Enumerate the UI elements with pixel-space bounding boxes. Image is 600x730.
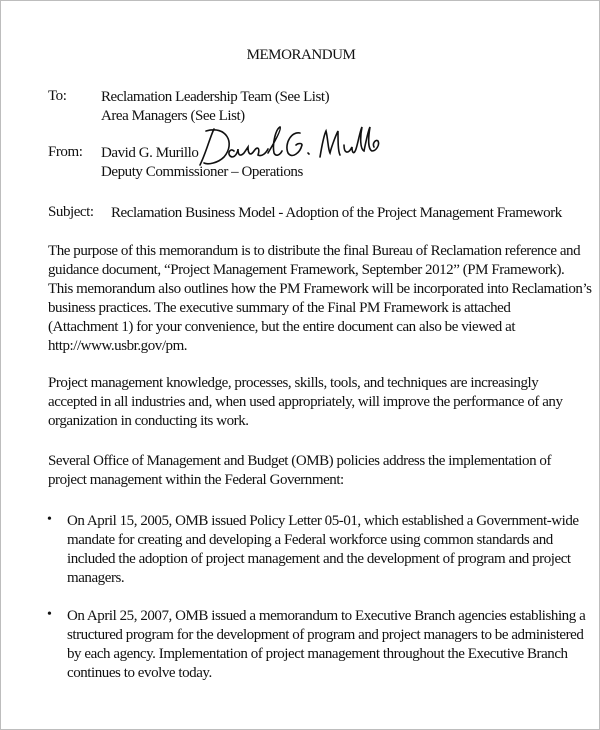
text-line: Several Office of Management and Budget (OMB) policies address the implementation of	[48, 453, 552, 469]
text-line: structured program for the development of program and project managers to be administered	[67, 627, 584, 643]
to-line: Area Managers (See List)	[101, 108, 245, 124]
text-line: The purpose of this memorandum is to distribute the final Bureau of Reclamation reference and	[48, 243, 581, 259]
text-line: business practices. The executive summary of the Final PM Framework is attached	[48, 300, 511, 316]
text-line: Project management knowledge, processes, skills, tools, and techniques are increasingly	[48, 375, 539, 391]
bullet-item-2005	[67, 512, 579, 588]
paragraph-purpose	[48, 242, 592, 356]
to-label: To:	[48, 88, 67, 104]
text-line: guidance document, “Project Management Framework, September 2012” (PM Framework).	[48, 262, 565, 278]
text-line: continues to evolve today.	[67, 665, 212, 681]
text-line: This memorandum also outlines how the PM Framework will be incorporated into Reclamation’s	[48, 281, 592, 297]
bullet-icon: •	[47, 512, 52, 527]
text-line: by each agency. Implementation of project management throughout the Executive Branch	[67, 646, 568, 662]
text-line: accepted in all industries and, when used appropriately, will improve the performance of any	[48, 394, 563, 410]
memo-title: MEMORANDUM	[246, 47, 356, 63]
text-line: included the adoption of project management and the development of program and project	[67, 551, 571, 567]
text-line: managers.	[67, 570, 125, 586]
text-line: project management within the Federal Government:	[48, 472, 344, 488]
paragraph-pm-knowledge	[48, 374, 563, 431]
text-line: organization in conducting its work.	[48, 413, 249, 429]
signature	[196, 123, 386, 173]
bullet-icon: •	[47, 607, 52, 622]
from-title: Deputy Commissioner – Operations	[101, 164, 303, 180]
to-recipients	[101, 88, 329, 126]
text-line: (Attachment 1) for your convenience, but the entire document can also be viewed at	[48, 319, 516, 335]
subject-label: Subject:	[48, 204, 94, 220]
bullet-item-2007	[67, 607, 585, 683]
text-line: http://www.usbr.gov/pm.	[48, 338, 188, 354]
subject-text: Reclamation Business Model - Adoption of the Project Management Framework	[111, 205, 562, 221]
paragraph-omb	[48, 452, 551, 490]
text-line: On April 25, 2007, OMB issued a memorandum to Executive Branch agencies establishing a	[67, 608, 586, 624]
from-name: David G. Murillo	[101, 145, 199, 161]
from-label: From:	[48, 144, 83, 160]
text-line: mandate for creating and developing a Federal workforce using common standards and	[67, 532, 553, 548]
to-line: Reclamation Leadership Team (See List)	[101, 89, 330, 105]
text-line: On April 15, 2005, OMB issued Policy Letter 05-01, which established a Government-wide	[67, 513, 579, 529]
